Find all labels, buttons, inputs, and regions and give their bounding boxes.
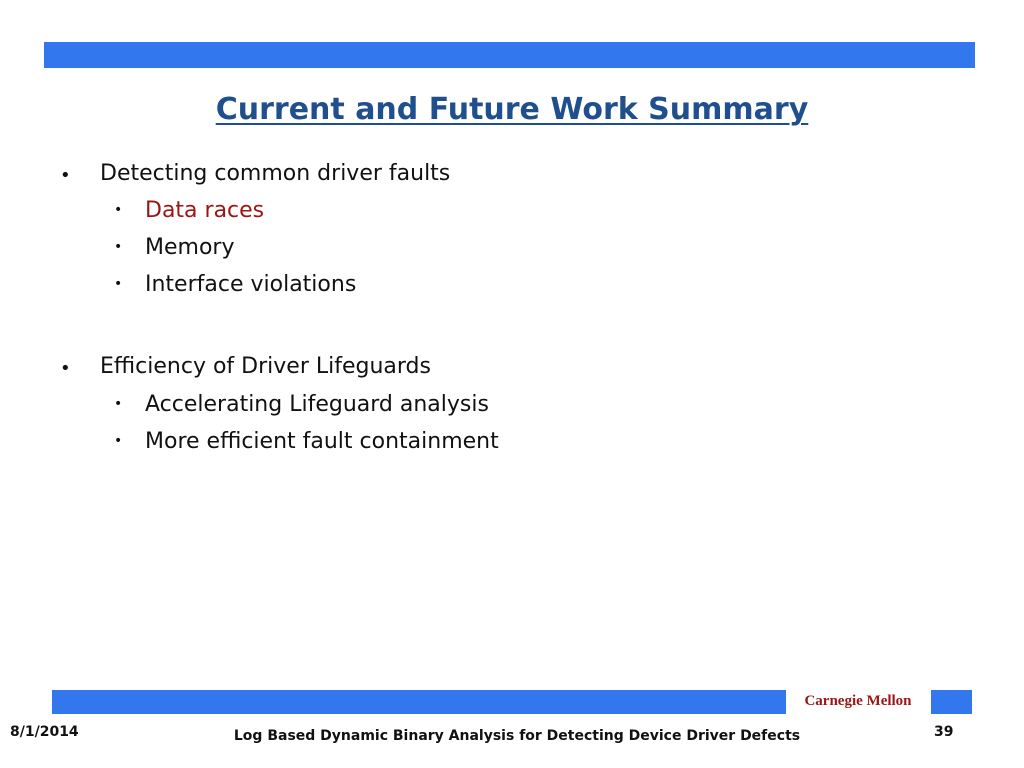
sub-item-fault-containment: More efficient fault containment — [145, 429, 499, 454]
section-heading: Detecting common driver faults — [100, 161, 451, 186]
bullet-icon: • — [60, 165, 71, 186]
page-number: 39 — [934, 724, 954, 740]
sub-bullet-icon: • — [114, 239, 123, 255]
slide-title: Current and Future Work Summary — [215, 92, 809, 127]
sub-item-data-races: Data races — [145, 198, 265, 223]
sub-bullet-icon: • — [114, 276, 123, 292]
sub-bullet-icon: • — [114, 396, 123, 412]
institution-logo-text: Carnegie Mellon — [804, 693, 912, 709]
bottom-accent-square — [931, 690, 972, 714]
footer-date: 8/1/2014 — [10, 724, 79, 740]
bottom-accent-bar — [52, 690, 786, 714]
sub-bullet-icon: • — [114, 202, 123, 218]
sub-item-interface-violations: Interface violations — [145, 272, 357, 297]
section-heading: Efficiency of Driver Lifeguards — [100, 354, 431, 379]
sub-item-accelerating-analysis: Accelerating Lifeguard analysis — [145, 392, 489, 417]
sub-bullet-icon: • — [114, 433, 123, 449]
sub-item-memory: Memory — [145, 235, 235, 260]
footer-title: Log Based Dynamic Binary Analysis for Detecting Device Driver Defects — [233, 728, 801, 744]
top-accent-bar — [44, 42, 975, 68]
bullet-icon: • — [60, 358, 71, 379]
